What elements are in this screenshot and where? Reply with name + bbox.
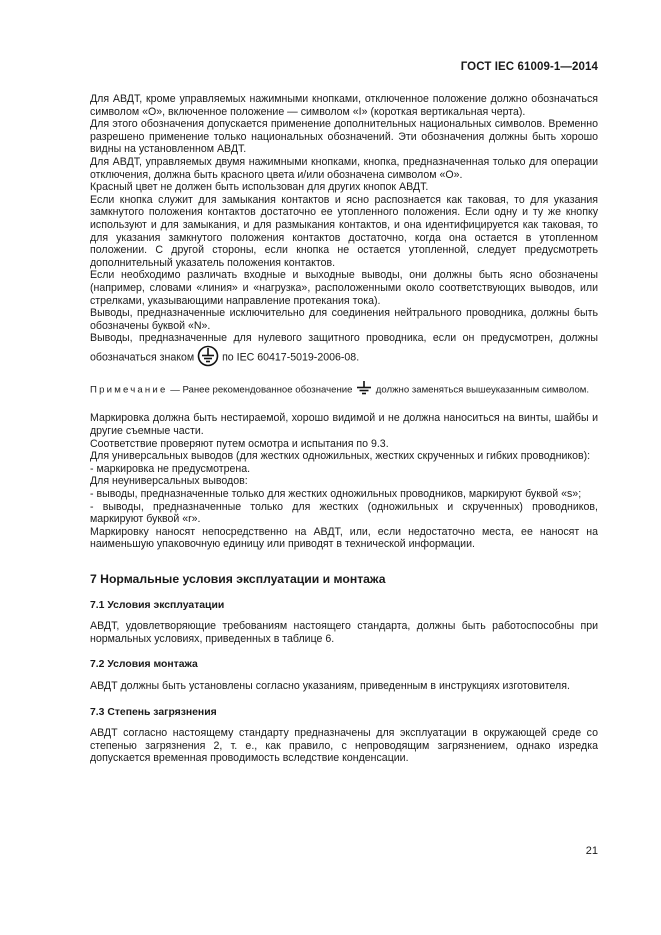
paragraph: Выводы, предназначенные исключительно для соединения нейтрального проводника, должны быть обозначены буквой «N». [90, 307, 598, 332]
paragraph: Если необходимо различать входные и выходные выводы, они должны быть ясно обозначены (например, словами «линия» и «нагрузка», расположенными около соответствующих выводов, или стрелками, указывающими направление протекания тока). [90, 269, 598, 307]
paragraph: Соответствие проверяют путем осмотра и испытания по 9.3. [90, 437, 389, 450]
paragraph-text: Выводы, предназначенные для нулевого защитного проводника, если он предусмотрен, должны обозначаться знаком [90, 332, 598, 364]
paragraph: Маркировку наносят непосредственно на АВДТ, или, если недостаточно места, ее наносят на наименьшую упаковочную единицу или приводят в технической информации. [90, 525, 598, 551]
note-text: должно заменяться вышеуказанным символом. [375, 385, 590, 396]
paragraph: АВДТ согласно настоящему стандарту предназначены для эксплуатации в окружающей среде со степенью загрязнения 2, т. е., как правило, с непроводящим загрязнением, однако изредка допускается временная проводимость вследствие конденсации. [90, 727, 598, 765]
note-label: Примечание [90, 385, 168, 396]
paragraph-pe-symbol [90, 332, 598, 370]
subsection-heading: 7.1 Условия эксплуатации [90, 599, 225, 611]
subsection-heading: 7.3 Степень загрязнения [90, 706, 217, 718]
paragraph: Если кнопка служит для замыкания контактов и ясно распознается как таковая, то для указания замкнутого положения контактов достаточно ее утопленного положения. Если одну и ту же кнопку используют и для замыкания, и для размыкания контактов, и она идентифицируется как таковая, то для указания замкнутого положения контактов достаточно, когда она остается в утопленном положении. С другой стороны, если кнопка не остается утопленной, следует предусмотреть дополнительный указатель положения контактов. [90, 193, 598, 269]
protective-earth-icon [197, 345, 219, 371]
paragraph: Для этого обозначения допускается применение дополнительных национальных символов. Временно разрешено применение только национальных обозначений. Эти обозначения должны быть хорошо видны на установленном АВДТ. [90, 118, 598, 156]
paragraph: Для АВДТ, управляемых двумя нажимными кнопками, кнопка, предназначенная только для операции отключения, должна быть красного цвета и/или обозначена символом «О». [90, 155, 598, 181]
note-text: — Ранее рекомендованное обозначение [170, 385, 353, 396]
list-item: - выводы, предназначенные только для жестких одножильных проводников, маркируют буквой «s»; [90, 488, 582, 501]
note [90, 380, 598, 400]
paragraph-text: по IEC 60417-5019-2006-08. [222, 351, 360, 364]
document-header: ГОСТ IEC 61009-1—2014 [460, 61, 598, 73]
paragraph: АВДТ, удовлетворяющие требованиям настоящего стандарта, должны быть работоспособны при нормальных условиях, приведенных в таблице 6. [90, 620, 598, 645]
page-body [90, 93, 598, 765]
paragraph: Красный цвет не должен быть использован для других кнопок АВДТ. [90, 181, 429, 194]
paragraph: АВДТ должны быть установлены согласно указаниям, приведенным в инструкциях изготовителя. [90, 679, 570, 692]
list-item: - выводы, предназначенные только для жестких (одножильных и скрученных) проводников, маркируют буквой «r». [90, 500, 598, 526]
page-number: 21 [585, 845, 598, 857]
earth-icon [355, 380, 373, 400]
section-heading: 7 Нормальные условия эксплуатации и монтажа [90, 572, 386, 586]
paragraph: Для неуниверсальных выводов: [90, 475, 248, 488]
paragraph: Маркировка должна быть нестираемой, хорошо видимой и не должна наноситься на винты, шайбы и другие съемные части. [90, 412, 598, 438]
subsection-heading: 7.2 Условия монтажа [90, 659, 198, 671]
paragraph: Для АВДТ, кроме управляемых нажимными кнопками, отключенное положение должно обозначаться символом «О», включенное положение — символом «I» (короткая вертикальная черта). [90, 93, 598, 118]
paragraph: Для универсальных выводов (для жестких одножильных, жестких скрученных и гибких проводников): [90, 450, 591, 463]
list-item: - маркировка не предусмотрена. [90, 462, 251, 475]
